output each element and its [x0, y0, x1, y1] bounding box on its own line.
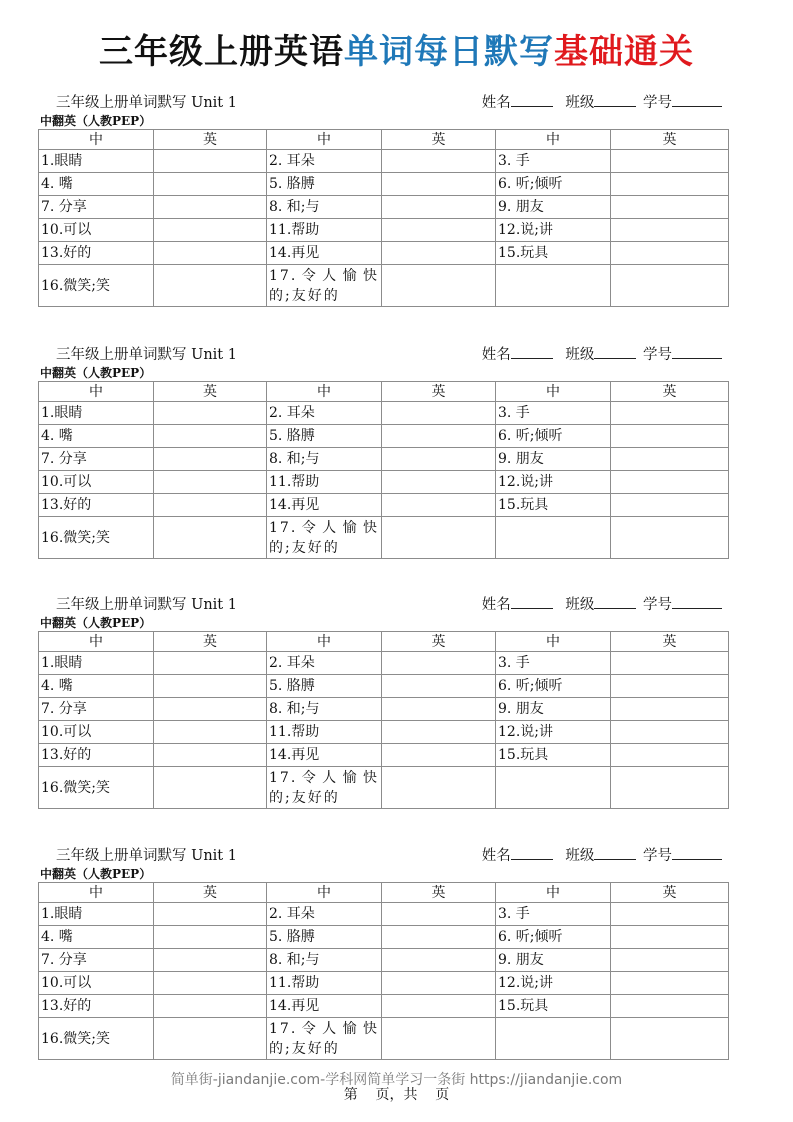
chinese-word-cell: 6. 听;倾听: [496, 926, 611, 949]
column-header-en: 英: [154, 130, 267, 150]
english-answer-cell[interactable]: [154, 926, 267, 949]
english-answer-cell[interactable]: [154, 652, 267, 675]
chinese-word-cell: 10.可以: [39, 721, 154, 744]
chinese-word-cell: 16.微笑;笑: [39, 517, 154, 559]
english-answer-cell[interactable]: [382, 926, 496, 949]
word-table: [38, 381, 729, 559]
dictation-sheet: [38, 594, 728, 809]
column-header-zh: 中: [39, 632, 154, 652]
english-answer-cell[interactable]: [382, 517, 496, 559]
english-answer-cell[interactable]: [382, 448, 496, 471]
table-row: [39, 652, 729, 675]
english-answer-cell[interactable]: [611, 972, 729, 995]
chinese-word-cell: 14.再见: [267, 494, 382, 517]
page-title: [0, 30, 793, 74]
english-answer-cell[interactable]: [611, 265, 729, 307]
chinese-word-cell: 11.帮助: [267, 721, 382, 744]
chinese-word-cell: 2. 耳朵: [267, 402, 382, 425]
sheet-heading: 三年级上册单词默写 Unit 1: [56, 347, 237, 363]
chinese-word-cell: 17.令人愉快的;友好的: [267, 1018, 382, 1060]
english-answer-cell[interactable]: [382, 150, 496, 173]
english-answer-cell[interactable]: [154, 219, 267, 242]
english-answer-cell[interactable]: [382, 471, 496, 494]
name-label: 姓名: [481, 347, 511, 363]
table-row: [39, 196, 729, 219]
table-row: [39, 402, 729, 425]
chinese-word-cell: 12.说;讲: [496, 721, 611, 744]
chinese-word-cell: 8. 和;与: [267, 448, 382, 471]
chinese-word-cell: 15.玩具: [496, 494, 611, 517]
chinese-word-cell: 5. 胳膊: [267, 425, 382, 448]
chinese-word-cell: 3. 手: [496, 402, 611, 425]
chinese-word-cell: 15.玩具: [496, 744, 611, 767]
table-header-row: [39, 382, 729, 402]
english-answer-cell[interactable]: [382, 721, 496, 744]
name-label: 姓名: [481, 597, 511, 613]
class-field[interactable]: [594, 845, 636, 860]
english-answer-cell[interactable]: [382, 219, 496, 242]
column-header-zh: 中: [267, 883, 382, 903]
english-answer-cell[interactable]: [154, 150, 267, 173]
chinese-word-cell: 3. 手: [496, 903, 611, 926]
english-answer-cell[interactable]: [611, 242, 729, 265]
name-field[interactable]: [511, 845, 553, 860]
table-row: [39, 242, 729, 265]
name-field[interactable]: [511, 594, 553, 609]
student-id-field[interactable]: [672, 594, 722, 609]
chinese-word-cell: 14.再见: [267, 242, 382, 265]
chinese-word-cell: 3. 手: [496, 652, 611, 675]
table-row: [39, 448, 729, 471]
name-field[interactable]: [511, 344, 553, 359]
english-answer-cell[interactable]: [382, 402, 496, 425]
sheet-subheading: 中翻英（人教PEP）: [40, 867, 152, 881]
chinese-word-cell: 17.令人愉快的;友好的: [267, 517, 382, 559]
english-answer-cell[interactable]: [611, 425, 729, 448]
chinese-word-cell: 12.说;讲: [496, 972, 611, 995]
column-header-zh: 中: [267, 130, 382, 150]
english-answer-cell[interactable]: [382, 972, 496, 995]
table-row: [39, 995, 729, 1018]
english-answer-cell[interactable]: [611, 926, 729, 949]
chinese-word-cell: 9. 朋友: [496, 949, 611, 972]
page-number: 第 页，共 页: [343, 1087, 450, 1103]
chinese-word-cell: 4. 嘴: [39, 425, 154, 448]
class-field[interactable]: [594, 594, 636, 609]
chinese-word-cell: 1.眼睛: [39, 150, 154, 173]
table-row: [39, 949, 729, 972]
english-answer-cell[interactable]: [382, 265, 496, 307]
class-label: 班级: [565, 95, 595, 111]
table-row: [39, 972, 729, 995]
column-header-en: 英: [611, 382, 729, 402]
english-answer-cell[interactable]: [611, 150, 729, 173]
sheet-subheading: 中翻英（人教PEP）: [40, 616, 152, 630]
column-header-zh: 中: [267, 632, 382, 652]
column-header-zh: 中: [267, 382, 382, 402]
english-answer-cell[interactable]: [611, 675, 729, 698]
chinese-word-cell: 1.眼睛: [39, 903, 154, 926]
table-row: [39, 744, 729, 767]
table-row: [39, 265, 729, 307]
chinese-word-cell: 1.眼睛: [39, 652, 154, 675]
table-row: [39, 767, 729, 809]
chinese-word-cell: 2. 耳朵: [267, 652, 382, 675]
table-header-row: [39, 130, 729, 150]
column-header-en: 英: [382, 632, 496, 652]
column-header-en: 英: [154, 883, 267, 903]
dictation-sheet: [38, 344, 728, 559]
english-answer-cell[interactable]: [154, 995, 267, 1018]
column-header-zh: 中: [39, 883, 154, 903]
english-answer-cell[interactable]: [154, 721, 267, 744]
student-id-label: 学号: [643, 347, 672, 363]
student-id-label: 学号: [643, 95, 672, 111]
name-field[interactable]: [511, 92, 553, 107]
word-table: [38, 129, 729, 307]
english-answer-cell[interactable]: [611, 698, 729, 721]
column-header-zh: 中: [496, 632, 611, 652]
student-id-field[interactable]: [672, 344, 722, 359]
english-answer-cell[interactable]: [611, 903, 729, 926]
chinese-word-cell: [496, 767, 611, 809]
sheet-heading: 三年级上册单词默写 Unit 1: [56, 95, 237, 111]
chinese-word-cell: 12.说;讲: [496, 219, 611, 242]
english-answer-cell[interactable]: [154, 402, 267, 425]
english-answer-cell[interactable]: [154, 448, 267, 471]
english-answer-cell[interactable]: [382, 494, 496, 517]
chinese-word-cell: 4. 嘴: [39, 926, 154, 949]
english-answer-cell[interactable]: [382, 425, 496, 448]
student-id-field[interactable]: [672, 845, 722, 860]
table-row: [39, 494, 729, 517]
name-label: 姓名: [481, 95, 511, 111]
english-answer-cell[interactable]: [611, 1018, 729, 1060]
chinese-word-cell: 6. 听;倾听: [496, 675, 611, 698]
english-answer-cell[interactable]: [382, 744, 496, 767]
english-answer-cell[interactable]: [611, 196, 729, 219]
english-answer-cell[interactable]: [611, 471, 729, 494]
column-header-en: 英: [382, 130, 496, 150]
table-header-row: [39, 883, 729, 903]
english-answer-cell[interactable]: [154, 265, 267, 307]
chinese-word-cell: 14.再见: [267, 744, 382, 767]
column-header-zh: 中: [496, 883, 611, 903]
column-header-zh: 中: [496, 382, 611, 402]
chinese-word-cell: 10.可以: [39, 471, 154, 494]
column-header-en: 英: [154, 382, 267, 402]
english-answer-cell[interactable]: [382, 903, 496, 926]
chinese-word-cell: 12.说;讲: [496, 471, 611, 494]
chinese-word-cell: 16.微笑;笑: [39, 265, 154, 307]
english-answer-cell[interactable]: [611, 517, 729, 559]
english-answer-cell[interactable]: [611, 494, 729, 517]
chinese-word-cell: [496, 1018, 611, 1060]
english-answer-cell[interactable]: [611, 173, 729, 196]
english-answer-cell[interactable]: [611, 721, 729, 744]
column-header-en: 英: [382, 382, 496, 402]
table-row: [39, 675, 729, 698]
chinese-word-cell: 5. 胳膊: [267, 926, 382, 949]
chinese-word-cell: 11.帮助: [267, 471, 382, 494]
table-row: [39, 721, 729, 744]
table-row: [39, 471, 729, 494]
chinese-word-cell: 7. 分享: [39, 698, 154, 721]
column-header-zh: 中: [496, 130, 611, 150]
english-answer-cell[interactable]: [611, 652, 729, 675]
chinese-word-cell: 7. 分享: [39, 949, 154, 972]
name-label: 姓名: [481, 848, 511, 864]
chinese-word-cell: [496, 265, 611, 307]
english-answer-cell[interactable]: [382, 767, 496, 809]
student-info-fields: [482, 594, 722, 616]
title-segment-3: 基础通关: [554, 32, 694, 72]
english-answer-cell[interactable]: [154, 767, 267, 809]
chinese-word-cell: 9. 朋友: [496, 196, 611, 219]
english-answer-cell[interactable]: [154, 471, 267, 494]
chinese-word-cell: 17.令人愉快的;友好的: [267, 265, 382, 307]
chinese-word-cell: 11.帮助: [267, 972, 382, 995]
chinese-word-cell: 4. 嘴: [39, 173, 154, 196]
english-answer-cell[interactable]: [611, 219, 729, 242]
english-answer-cell[interactable]: [154, 949, 267, 972]
class-label: 班级: [565, 848, 595, 864]
english-answer-cell[interactable]: [154, 517, 267, 559]
english-answer-cell[interactable]: [382, 1018, 496, 1060]
chinese-word-cell: 16.微笑;笑: [39, 1018, 154, 1060]
sheet-heading: 三年级上册单词默写 Unit 1: [56, 848, 237, 864]
chinese-word-cell: 2. 耳朵: [267, 903, 382, 926]
sheet-heading: 三年级上册单词默写 Unit 1: [56, 597, 237, 613]
chinese-word-cell: 8. 和;与: [267, 698, 382, 721]
chinese-word-cell: 11.帮助: [267, 219, 382, 242]
chinese-word-cell: 15.玩具: [496, 995, 611, 1018]
english-answer-cell[interactable]: [611, 744, 729, 767]
chinese-word-cell: 10.可以: [39, 219, 154, 242]
chinese-word-cell: 13.好的: [39, 744, 154, 767]
english-answer-cell[interactable]: [611, 402, 729, 425]
chinese-word-cell: [496, 517, 611, 559]
english-answer-cell[interactable]: [154, 494, 267, 517]
chinese-word-cell: 9. 朋友: [496, 698, 611, 721]
chinese-word-cell: 6. 听;倾听: [496, 425, 611, 448]
table-row: [39, 698, 729, 721]
english-answer-cell[interactable]: [154, 972, 267, 995]
english-answer-cell[interactable]: [382, 196, 496, 219]
chinese-word-cell: 5. 胳膊: [267, 675, 382, 698]
table-row: [39, 1018, 729, 1060]
english-answer-cell[interactable]: [611, 995, 729, 1018]
column-header-en: 英: [154, 632, 267, 652]
dictation-sheet: [38, 845, 728, 1060]
english-answer-cell[interactable]: [382, 949, 496, 972]
sheet-subheading: 中翻英（人教PEP）: [40, 366, 152, 380]
student-info-fields: [482, 845, 722, 867]
chinese-word-cell: 13.好的: [39, 242, 154, 265]
english-answer-cell[interactable]: [382, 675, 496, 698]
column-header-en: 英: [382, 883, 496, 903]
chinese-word-cell: 1.眼睛: [39, 402, 154, 425]
column-header-zh: 中: [39, 130, 154, 150]
table-row: [39, 425, 729, 448]
english-answer-cell[interactable]: [611, 949, 729, 972]
table-row: [39, 903, 729, 926]
student-info-fields: [482, 344, 722, 366]
chinese-word-cell: 10.可以: [39, 972, 154, 995]
class-label: 班级: [565, 597, 595, 613]
student-id-field[interactable]: [672, 92, 722, 107]
chinese-word-cell: 13.好的: [39, 995, 154, 1018]
title-segment-2: 单词每日默写: [344, 32, 554, 72]
english-answer-cell[interactable]: [154, 196, 267, 219]
footer-watermark: 简单街-jiandanjie.com-学科网简单学习一条街 https://jiandanjie.com: [170, 1072, 623, 1088]
english-answer-cell[interactable]: [382, 698, 496, 721]
chinese-word-cell: 3. 手: [496, 150, 611, 173]
table-row: [39, 517, 729, 559]
word-table: [38, 631, 729, 809]
english-answer-cell[interactable]: [611, 767, 729, 809]
class-field[interactable]: [594, 92, 636, 107]
english-answer-cell[interactable]: [154, 744, 267, 767]
chinese-word-cell: 17.令人愉快的;友好的: [267, 767, 382, 809]
student-id-label: 学号: [643, 597, 672, 613]
chinese-word-cell: 4. 嘴: [39, 675, 154, 698]
chinese-word-cell: 7. 分享: [39, 196, 154, 219]
column-header-zh: 中: [39, 382, 154, 402]
english-answer-cell[interactable]: [382, 995, 496, 1018]
chinese-word-cell: 14.再见: [267, 995, 382, 1018]
table-header-row: [39, 632, 729, 652]
table-row: [39, 150, 729, 173]
table-row: [39, 926, 729, 949]
english-answer-cell[interactable]: [382, 242, 496, 265]
chinese-word-cell: 13.好的: [39, 494, 154, 517]
class-field[interactable]: [594, 344, 636, 359]
english-answer-cell[interactable]: [382, 173, 496, 196]
column-header-en: 英: [611, 130, 729, 150]
english-answer-cell[interactable]: [382, 652, 496, 675]
english-answer-cell[interactable]: [611, 448, 729, 471]
english-answer-cell[interactable]: [154, 242, 267, 265]
chinese-word-cell: 8. 和;与: [267, 949, 382, 972]
english-answer-cell[interactable]: [154, 675, 267, 698]
dictation-sheet: [38, 92, 728, 307]
chinese-word-cell: 16.微笑;笑: [39, 767, 154, 809]
word-table: [38, 882, 729, 1060]
english-answer-cell[interactable]: [154, 425, 267, 448]
title-segment-1: 三年级上册英语: [99, 32, 344, 72]
chinese-word-cell: 2. 耳朵: [267, 150, 382, 173]
english-answer-cell[interactable]: [154, 1018, 267, 1060]
table-row: [39, 219, 729, 242]
column-header-en: 英: [611, 883, 729, 903]
chinese-word-cell: 15.玩具: [496, 242, 611, 265]
chinese-word-cell: 6. 听;倾听: [496, 173, 611, 196]
chinese-word-cell: 8. 和;与: [267, 196, 382, 219]
chinese-word-cell: 7. 分享: [39, 448, 154, 471]
student-id-label: 学号: [643, 848, 672, 864]
chinese-word-cell: 5. 胳膊: [267, 173, 382, 196]
table-row: [39, 173, 729, 196]
english-answer-cell[interactable]: [154, 903, 267, 926]
class-label: 班级: [565, 347, 595, 363]
sheet-subheading: 中翻英（人教PEP）: [40, 114, 152, 128]
column-header-en: 英: [611, 632, 729, 652]
student-info-fields: [482, 92, 722, 114]
chinese-word-cell: 9. 朋友: [496, 448, 611, 471]
english-answer-cell[interactable]: [154, 698, 267, 721]
english-answer-cell[interactable]: [154, 173, 267, 196]
